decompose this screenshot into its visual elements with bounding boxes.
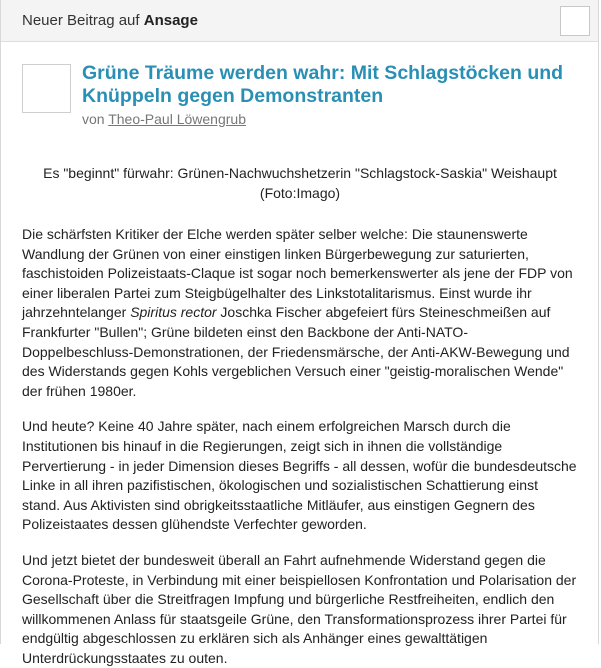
site-logo-placeholder — [560, 6, 590, 36]
header-prefix: Neuer Beitrag auf — [22, 12, 144, 29]
paragraph-1-start: Die schärfsten Kritiker der Elche werden später selber welche: Die staunenswerte Wandlung der Grünen von einer einstigen linken Bürgerbewegung zur saturierten, faschistoiden Polizeistaats-Claque ist sogar noch bemerkenswerter als jene der FDP von einer liberalen Partei zum Steigbügelhalter des Linkstotalitarismus. Einst wurde ihr jahrzehntelanger — [22, 226, 573, 321]
paragraph-1-italic: Spiritus rector — [130, 304, 217, 321]
post-header — [22, 62, 578, 127]
byline — [82, 111, 578, 127]
paragraph-2: Und heute? Keine 40 Jahre später, nach einem erfolgreichen Marsch durch die Institutionen bis hinauf in die Regierungen, zeigt sich in ihnen die vollständige Pervertierung - in jeder Dimension dieses Begriffs - all dessen, wofür die bundesdeutsche Linke in all ihren pazifistischen, ökologischen und sozialistischen Schattierung einst stand. Aus Aktivisten sind obrigkeitsstaatliche Mitläufer, aus einstigen Gegnern des Polizeistaates dessen glühendste Verfechter geworden. — [22, 418, 577, 533]
header-title — [22, 12, 198, 29]
author-avatar — [22, 64, 71, 113]
author-link[interactable]: Theo-Paul Löwengrub — [108, 111, 246, 127]
post-content — [1, 42, 598, 668]
site-name: Ansage — [143, 12, 198, 29]
paragraph-3: Und jetzt bietet der bundesweit überall an Fahrt aufnehmende Widerstand gegen die Corona-Proteste, in Verbindung mit einer beispiellosen Konfrontation und Polarisation der Gesellschaft über die Streitfragen Impfung und bürgerliche Restfreiheiten, endlich den willkommenen Anlass für staatsgeile Grüne, den Transformationsprozess ihrer Partei für endgültig abgeschlossen zu erklären sich als Anhänger eines gewalttätigen Unterdrückungsstaates zu outen. — [22, 551, 577, 666]
paragraph-1-end: Joschka Fischer abgefeiert fürs Steineschmeißen auf Frankfurter "Bullen"; Grüne bildeten einst den Backbone der Anti-NATO-Doppelbeschluss-Demonstrationen, der Friedensmärsche, der Anti-AKW-Bewegung und des Widerstands gegen Kohls vergeblichen Versuch einer "geistig-moralischen Wende" der frühen 1980er. — [22, 304, 570, 399]
image-caption: Es "beginnt" fürwahr: Grünen-Nachwuchshetzerin "Schlagstock-Saskia" Weishaupt (Foto:Imago) — [43, 165, 557, 201]
paragraph-1 — [22, 225, 578, 401]
byline-prefix: von — [82, 111, 109, 127]
notification-header — [1, 0, 598, 42]
post-title[interactable]: Grüne Träume werden wahr: Mit Schlagstöcken und Knüppeln gegen Demonstranten — [82, 62, 564, 107]
post-title-column — [82, 62, 578, 127]
